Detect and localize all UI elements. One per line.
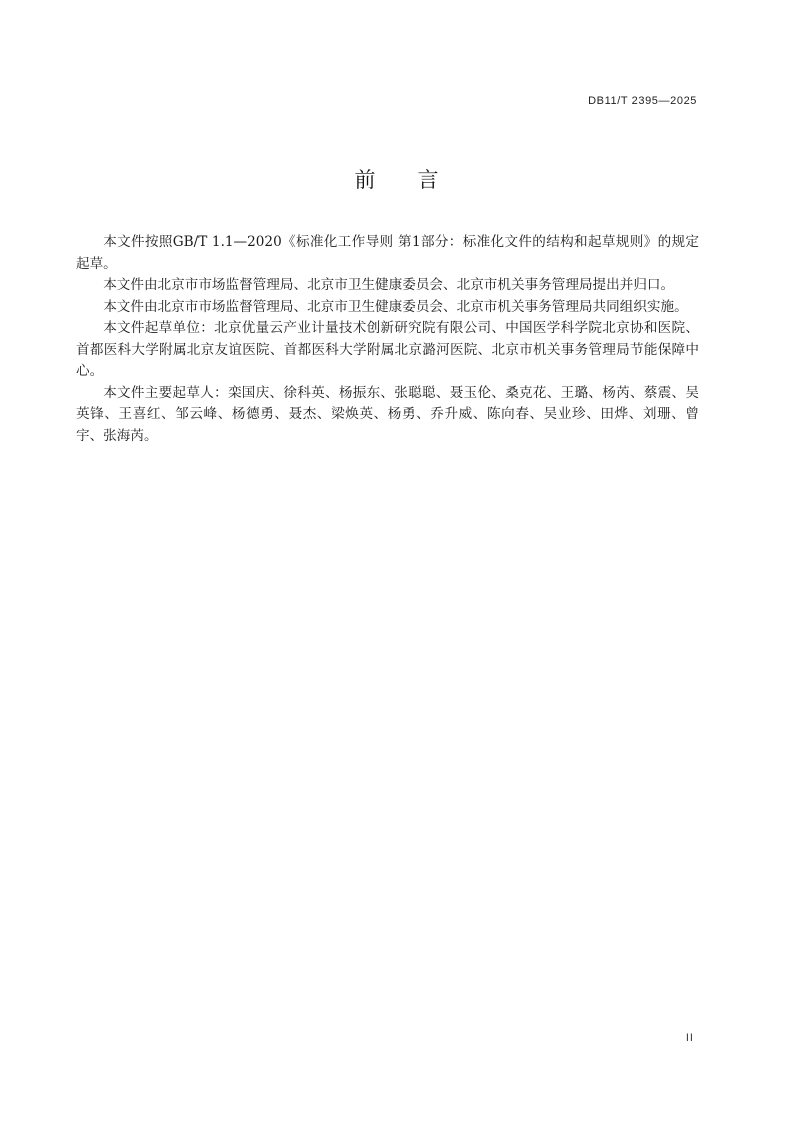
paragraph-drafting-units: 本文件起草单位：北京优量云产业计量技术创新研究院有限公司、中国医学科学院北京协和医院、首都医科大学附属北京友谊医院、首都医科大学附属北京潞河医院、北京市机关事务管理局节能保障中心。 <box>76 320 699 379</box>
paragraph-implementer: 本文件由北京市市场监督管理局、北京市卫生健康委员会、北京市机关事务管理局共同组织实施。 <box>103 298 688 315</box>
paragraph-drafting-rules: 本文件按照GB/T 1.1—2020《标准化工作导则 第1部分：标准化文件的结构和起草规则》的规定起草。 <box>76 234 699 272</box>
page-number: II <box>685 1032 694 1044</box>
page-title <box>0 164 793 194</box>
standard-code: DB11/T 2395—2025 <box>588 95 697 107</box>
paragraph-drafters: 本文件主要起草人：栾国庆、徐科英、杨振东、张聪聪、聂玉伦、桑克花、王璐、杨芮、蔡震、吴英锋、王喜红、邹云峰、杨德勇、聂杰、梁焕英、杨勇、乔升威、陈向春、吴业珍、田烨、刘珊、曾宇、张海芮。 <box>76 384 699 444</box>
paragraph-proposer: 本文件由北京市市场监督管理局、北京市卫生健康委员会、北京市机关事务管理局提出并归口。 <box>103 277 675 293</box>
title-char-1: 前 <box>354 168 376 192</box>
title-char-2: 言 <box>417 168 439 192</box>
foreword-body <box>76 232 699 447</box>
